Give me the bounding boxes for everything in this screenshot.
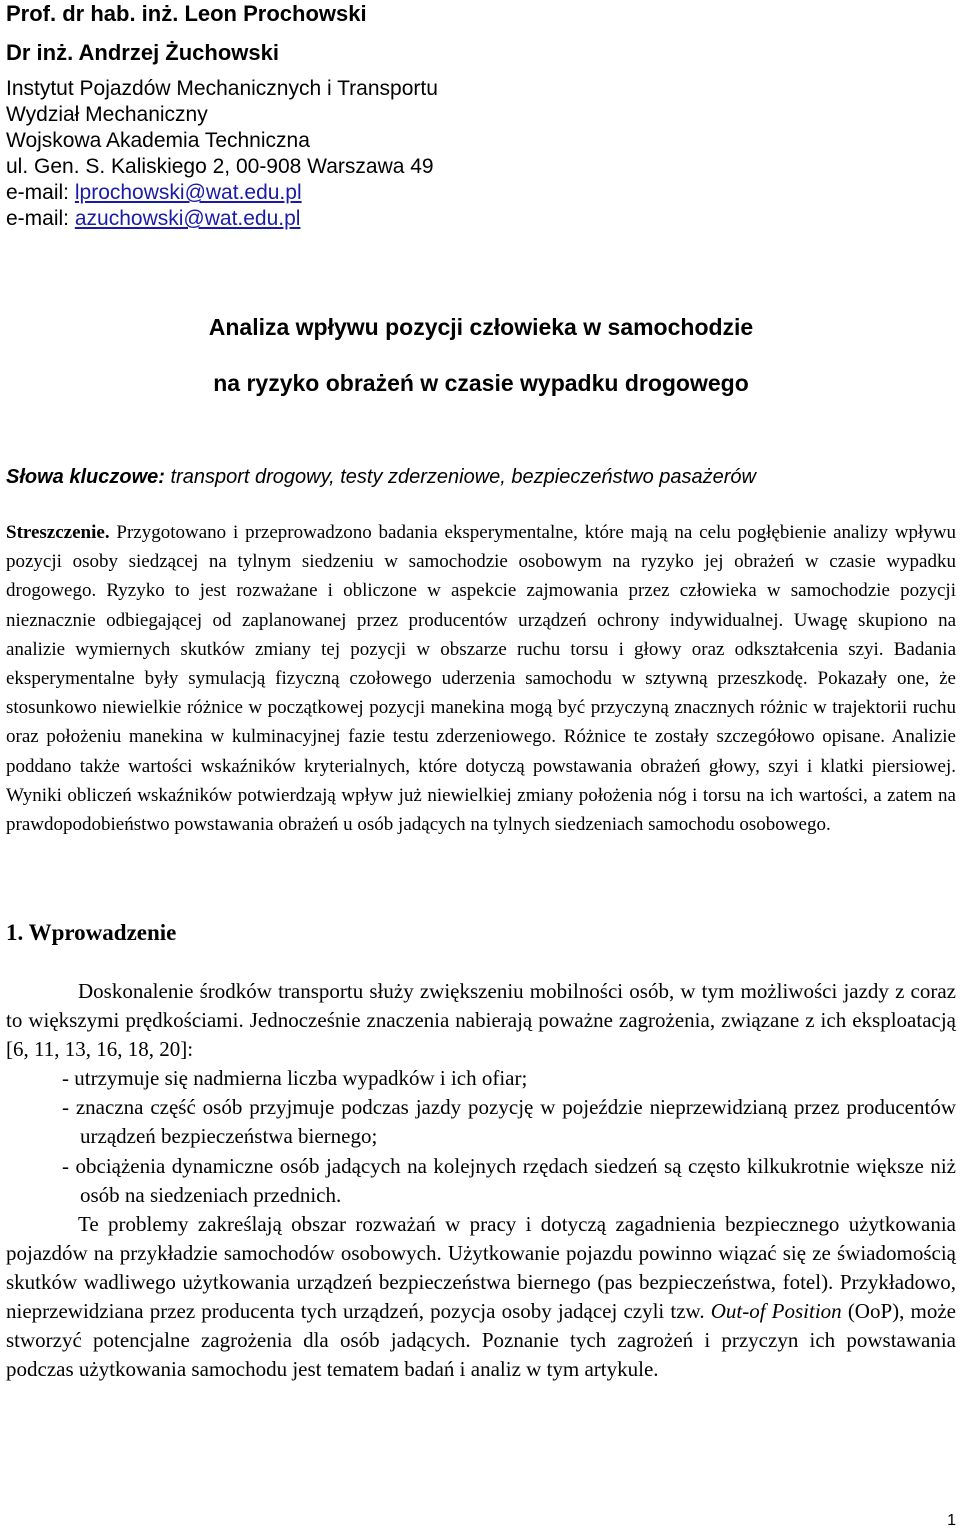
- oop-term: Out-of Position: [710, 1299, 842, 1324]
- title-line-2: na ryzyko obrażeń w czasie wypadku drogowego: [213, 370, 749, 396]
- paragraph-1: Doskonalenie środków transportu służy zwiększeniu mobilności osób, w tym możliwości jazdy z coraz to większymi prędkościami. Jednocześnie znaczenia nabierają poważne zagrożenia, związane z ich eksploatacją [6, 11, 13, 16, 18, 20]:: [6, 979, 956, 1062]
- email-label: e-mail:: [6, 207, 75, 230]
- abstract: [6, 518, 956, 839]
- page-number: 1: [947, 1512, 956, 1529]
- list-item: - utrzymuje się nadmierna liczba wypadków i ich ofiar;: [62, 1066, 528, 1091]
- university-name: Wojskowa Akademia Techniczna: [6, 129, 310, 152]
- author-name-1: Prof. dr hab. inż. Leon Prochowski: [6, 1, 367, 26]
- list-item: - obciążenia dynamiczne osób jadących na kolejnych rzędach siedzeń są często kilkukrotnie większe niż osób na siedzeniach przednich.: [62, 1153, 956, 1207]
- document-page: [6, 0, 956, 1382]
- keywords: [6, 464, 956, 490]
- institute-name: Instytut Pojazdów Mechanicznych i Transportu: [6, 77, 438, 100]
- email-link-1[interactable]: lprochowski@wat.edu.pl: [74, 181, 302, 204]
- section-body: [6, 977, 956, 1384]
- abstract-text: Przygotowano i przeprowadzono badania eksperymentalne, które mają na celu pogłębienie analizy wpływu pozycji osoby siedzącej na tylnym siedzeniu w samochodzie osobowym na ryzyko jej obrażeń w czasie wypadku drogowego. Ryzyko to jest rozważane i obliczone w aspekcie zajmowania przez człowieka w samochodzie pozycji nieznacznie odbiegającej od zaplanowanej przez producentów urządzeń ochrony indywidualnej. Uwagę skupiono na analizie wymiernych skutków zmiany tej pozycji w obszarze ruchu torsu i głowy oraz odkształcenia szyi. Badania eksperymentalne były symulacją fizyczną czołowego uderzenia samochodu w sztywną przeszkodę. Pokazały one, że stosunkowo niewielkie różnice w początkowej pozycji manekina mogą być przyczyną znacznych różnic w trajektorii ruchu oraz położeniu manekina w kulminacyjnej fazie testu zderzeniowego. Różnice te zostały szczegółowo opisane. Analizie poddano także wartości wskaźników kryterialnych, które dotyczą powstawania obrażeń głowy, szyi i klatki piersiowej. Wyniki obliczeń wskaźników potwierdzają wpływ już niewielkiej zmiany położenia nóg i torsu na ich wartości, a zatem na prawdopodobieństwo powstawania obrażeń u osób jadących na tylnych siedzeniach samochodu osobowego.: [6, 522, 956, 836]
- section-heading: 1. Wprowadzenie: [6, 920, 177, 945]
- paragraph-2-text-a: Te problemy zakreślają obszar rozważań w pracy i dotyczą zagadnienia bezpiecznego użytkowania pojazdów na przykładzie samochodów osobowych. Użytkowanie pojazdu powinno wiązać się ze świadomością skutków wadliwego użytkowania urządzeń bezpieczeństwa biernego (pas bezpieczeństwa, fotel). Przykładowo, nieprzewidziana przez producenta tych urządzeń, pozycja osoby jadącej czyli tzw.: [6, 1211, 956, 1324]
- email-link-2[interactable]: azuchowski@wat.edu.pl: [74, 207, 301, 230]
- postal-address: ul. Gen. S. Kaliskiego 2, 00-908 Warszawa 49: [6, 155, 434, 178]
- list-item: - znaczna część osób przyjmuje podczas jazdy pozycję w pojeździe nieprzewidzianą przez producentów urządzeń bezpieczeństwa biernego;: [62, 1095, 956, 1149]
- author-name-2: Dr inż. Andrzej Żuchowski: [6, 40, 279, 65]
- faculty-name: Wydział Mechaniczny: [6, 103, 208, 126]
- paragraph-2-text-b: (OoP), może stworzyć potencjalne zagrożenia dla osób jadących. Poznanie tych zagrożeń i przyczyn ich powstawania podczas użytkowania samochodu jest tematem badań i analiz w tym artykule.: [6, 1299, 956, 1382]
- email-label: e-mail:: [6, 181, 75, 204]
- paragraph-2: [6, 1210, 956, 1385]
- author-block: [6, 0, 956, 232]
- affiliation: [6, 76, 956, 232]
- title-line-1: Analiza wpływu pozycji człowieka w samochodzie: [208, 314, 754, 340]
- hazard-list: [6, 1064, 956, 1209]
- email-row-1: [6, 180, 956, 206]
- keywords-label: Słowa kluczowe:: [6, 466, 165, 488]
- abstract-label: Streszczenie.: [6, 522, 110, 543]
- email-row-2: [6, 206, 956, 232]
- keywords-text: transport drogowy, testy zderzeniowe, bezpieczeństwo pasażerów: [164, 466, 756, 488]
